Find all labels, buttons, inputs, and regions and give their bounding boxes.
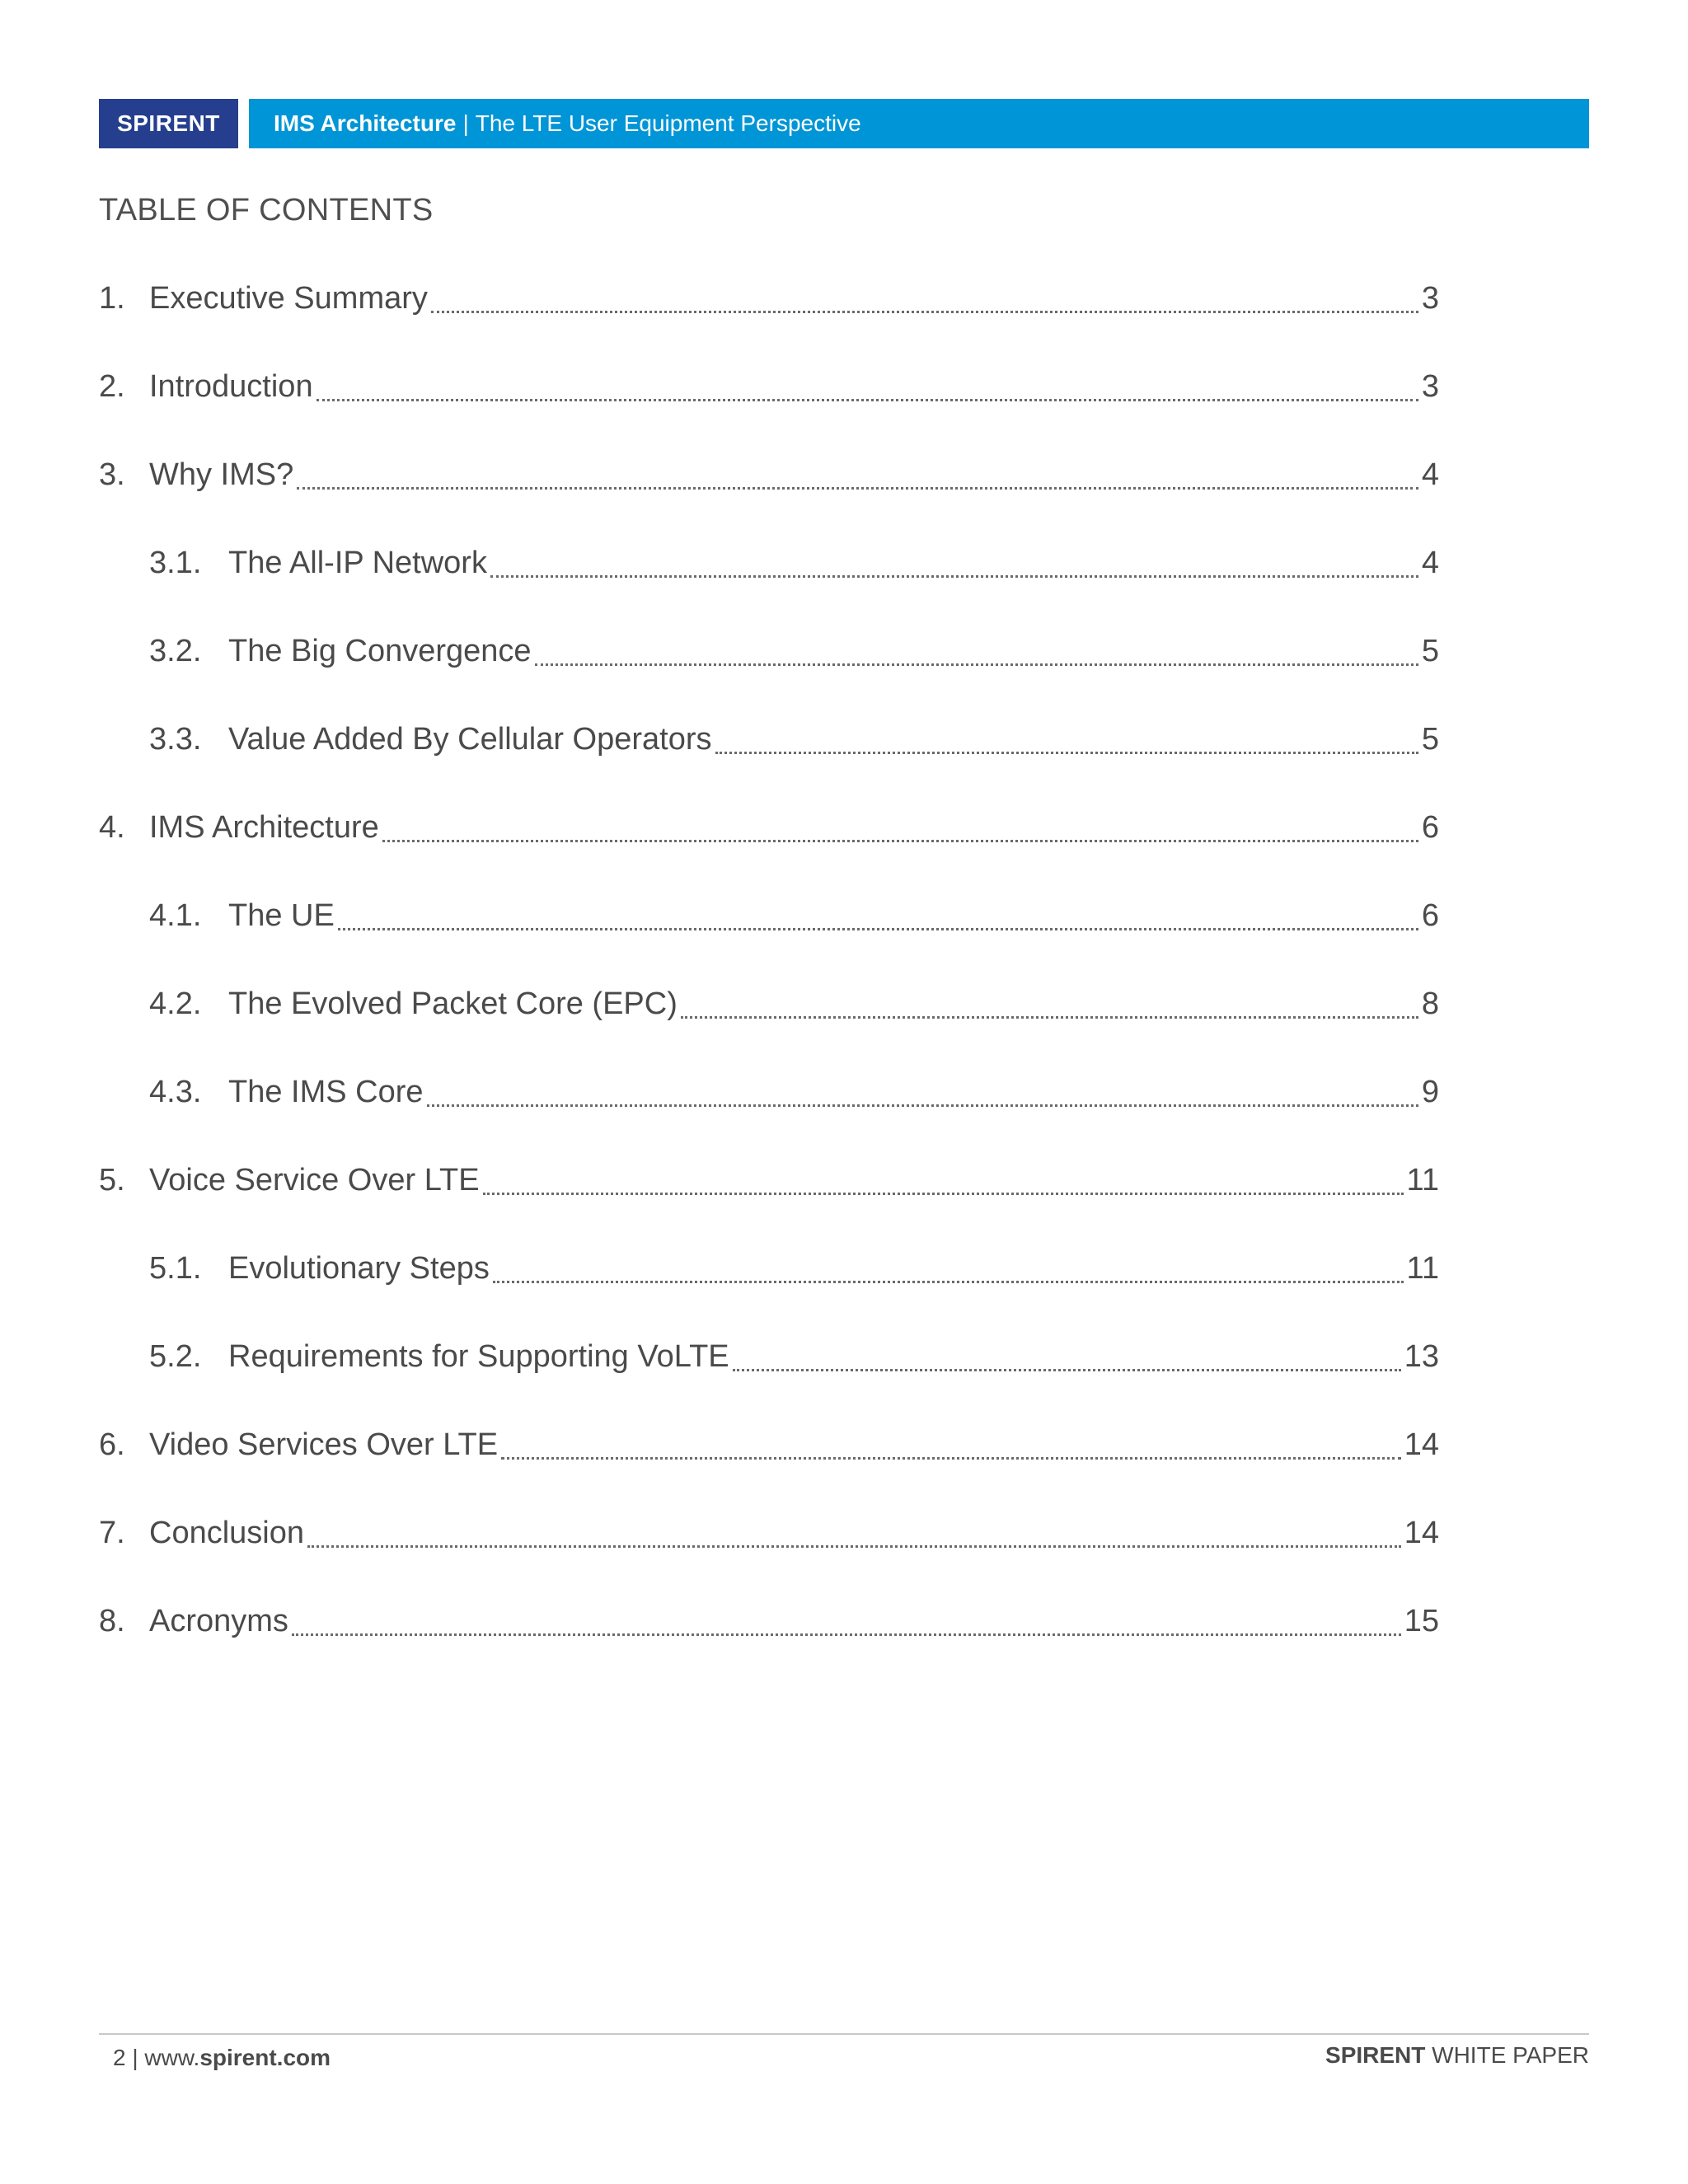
toc-entry[interactable]	[99, 810, 1439, 898]
toc-entry-label[interactable]: Evolutionary Steps	[228, 1251, 490, 1286]
page-header	[99, 99, 1589, 148]
toc-entry-number: 8.	[99, 1604, 125, 1638]
toc-entry-number: 4.2.	[149, 987, 202, 1021]
table-of-contents	[99, 281, 1439, 1692]
toc-entry-page[interactable]: 8	[1421, 987, 1439, 1021]
toc-entry-number: 5.1.	[149, 1251, 202, 1286]
toc-entry-page[interactable]: 3	[1421, 369, 1439, 404]
toc-dot-leader	[501, 1427, 1401, 1460]
toc-entry-number: 7.	[99, 1516, 125, 1550]
toc-dot-leader	[427, 1075, 1418, 1107]
toc-entry[interactable]	[99, 1516, 1439, 1604]
footer-brand	[1325, 2042, 1589, 2069]
toc-entry-number: 4.	[99, 810, 125, 845]
toc-dot-leader	[483, 1163, 1404, 1195]
toc-dot-leader	[307, 1516, 1401, 1548]
toc-heading: TABLE OF CONTENTS	[99, 193, 434, 227]
toc-entry-page[interactable]: 5	[1421, 634, 1439, 668]
toc-entry-page[interactable]: 11	[1406, 1163, 1439, 1197]
toc-entry-number: 6.	[99, 1427, 125, 1462]
toc-dot-leader	[316, 369, 1418, 401]
toc-entry-number: 5.	[99, 1163, 125, 1197]
toc-entry-page[interactable]: 4	[1421, 457, 1439, 492]
toc-entry-page[interactable]: 6	[1421, 898, 1439, 933]
toc-entry[interactable]	[99, 1339, 1439, 1427]
toc-dot-leader	[681, 987, 1418, 1019]
brand-logo	[99, 99, 238, 148]
toc-dot-leader	[431, 281, 1418, 313]
footer-page-info	[113, 2045, 331, 2071]
toc-entry-label[interactable]: Value Added By Cellular Operators	[228, 722, 712, 757]
toc-entry-page[interactable]: 14	[1404, 1427, 1439, 1462]
toc-entry[interactable]	[99, 1075, 1439, 1163]
toc-entry[interactable]	[99, 281, 1439, 369]
toc-entry[interactable]	[99, 369, 1439, 457]
toc-entry[interactable]	[99, 546, 1439, 634]
toc-dot-leader	[382, 810, 1418, 842]
toc-entry-page[interactable]: 13	[1404, 1339, 1439, 1374]
footer-url-domain: spirent.com	[199, 2045, 331, 2070]
toc-dot-leader	[535, 634, 1418, 666]
toc-entry-page[interactable]: 3	[1421, 281, 1439, 316]
toc-dot-leader	[715, 722, 1418, 754]
footer-separator: |	[132, 2045, 138, 2070]
toc-entry-page[interactable]: 5	[1421, 722, 1439, 757]
toc-entry-page[interactable]: 14	[1404, 1516, 1439, 1550]
toc-entry[interactable]	[99, 1251, 1439, 1339]
document-title-bar	[249, 99, 1589, 148]
toc-entry[interactable]	[99, 1427, 1439, 1516]
toc-entry-number: 3.3.	[149, 722, 202, 757]
footer-doc-type: WHITE PAPER	[1432, 2042, 1589, 2068]
toc-entry-number: 5.2.	[149, 1339, 202, 1374]
toc-entry-label[interactable]: Acronyms	[149, 1604, 288, 1638]
toc-entry-number: 1.	[99, 281, 125, 316]
toc-entry-label[interactable]: The Evolved Packet Core (EPC)	[228, 987, 678, 1021]
toc-entry[interactable]	[99, 722, 1439, 810]
toc-entry-page[interactable]: 6	[1421, 810, 1439, 845]
toc-entry-number: 3.2.	[149, 634, 202, 668]
toc-entry-label[interactable]: Why IMS?	[149, 457, 294, 492]
toc-entry-number: 2.	[99, 369, 125, 404]
toc-entry[interactable]	[99, 1604, 1439, 1692]
toc-dot-leader	[493, 1251, 1404, 1283]
toc-entry-label[interactable]: The All-IP Network	[228, 546, 487, 580]
footer-brand-name: SPIRENT	[1325, 2042, 1426, 2068]
title-separator: |	[462, 110, 469, 136]
toc-entry-label[interactable]: Executive Summary	[149, 281, 428, 316]
toc-dot-leader	[490, 546, 1418, 578]
page-number: 2	[113, 2045, 126, 2070]
toc-entry[interactable]	[99, 1163, 1439, 1251]
toc-entry-label[interactable]: The Big Convergence	[228, 634, 532, 668]
toc-entry[interactable]	[99, 898, 1439, 987]
toc-dot-leader	[338, 898, 1418, 930]
brand-name: SPIRENT	[117, 110, 220, 136]
toc-entry-label[interactable]: IMS Architecture	[149, 810, 379, 845]
toc-entry[interactable]	[99, 987, 1439, 1075]
toc-entry-label[interactable]: The IMS Core	[228, 1075, 424, 1109]
toc-entry-label[interactable]: Introduction	[149, 369, 313, 404]
toc-dot-leader	[297, 457, 1418, 490]
toc-entry-number: 3.1.	[149, 546, 202, 580]
toc-entry-label[interactable]: Video Services Over LTE	[149, 1427, 499, 1462]
toc-entry-page[interactable]: 11	[1406, 1251, 1439, 1286]
toc-entry-label[interactable]: Requirements for Supporting VoLTE	[228, 1339, 729, 1374]
toc-entry-page[interactable]: 9	[1421, 1075, 1439, 1109]
toc-entry-number: 4.1.	[149, 898, 202, 933]
footer-divider	[99, 2033, 1589, 2035]
toc-entry-label[interactable]: Voice Service Over LTE	[149, 1163, 480, 1197]
footer-url-prefix: www.	[144, 2045, 200, 2070]
toc-entry[interactable]	[99, 634, 1439, 722]
toc-entry-page[interactable]: 4	[1421, 546, 1439, 580]
toc-entry-page[interactable]: 15	[1404, 1604, 1439, 1638]
toc-entry-number: 4.3.	[149, 1075, 202, 1109]
document-subtitle: The LTE User Equipment Perspective	[475, 110, 861, 136]
footer-url	[144, 2045, 331, 2070]
toc-entry[interactable]	[99, 457, 1439, 546]
toc-entry-label[interactable]: The UE	[228, 898, 335, 933]
toc-entry-number: 3.	[99, 457, 125, 492]
document-title: IMS Architecture	[274, 110, 457, 136]
toc-entry-label[interactable]: Conclusion	[149, 1516, 304, 1550]
toc-dot-leader	[733, 1339, 1401, 1371]
toc-dot-leader	[292, 1604, 1401, 1636]
